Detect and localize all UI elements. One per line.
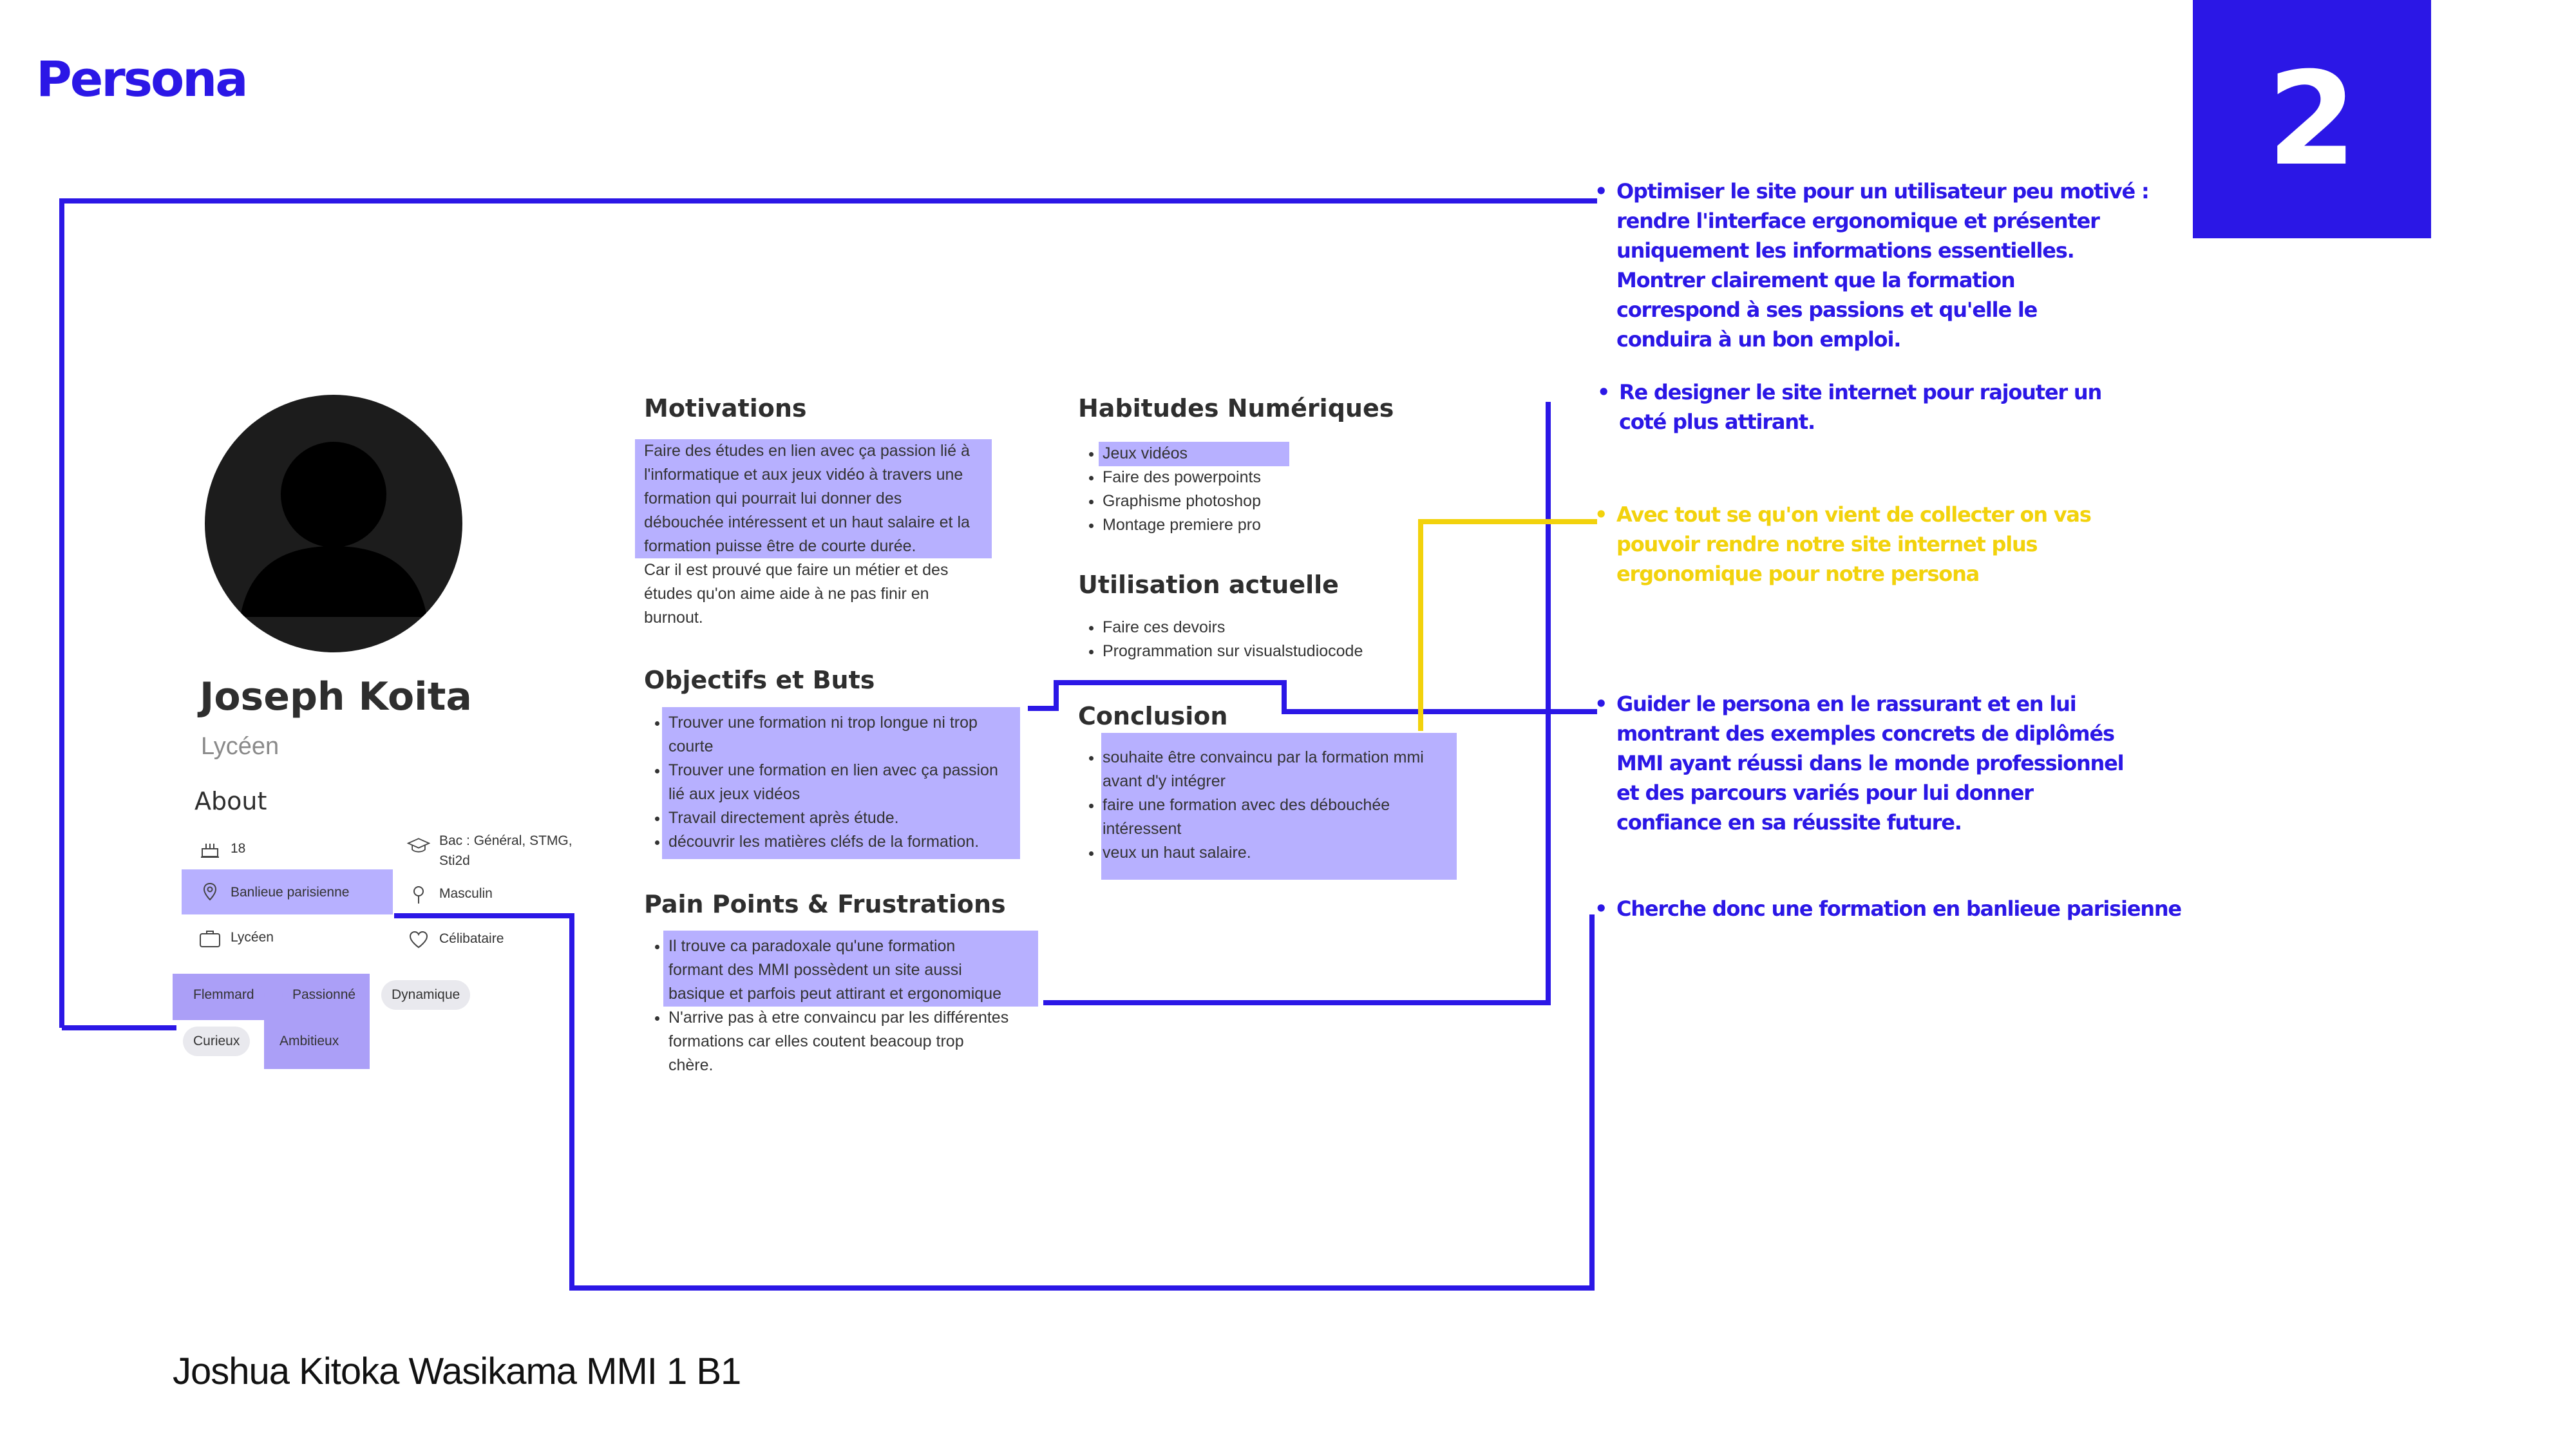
text-line: Car il est prouvé que faire un métier et des — [644, 561, 949, 579]
list-item: • Il trouve ca paradoxale qu'une formation formant des MMI possèdent un site aussi basique et parfois peut attirant et ergonomique — [668, 934, 1009, 1006]
info-gender — [407, 884, 493, 905]
info-occupation — [198, 927, 274, 949]
info-location — [182, 869, 393, 914]
persona-role: Lycéen — [201, 733, 279, 760]
list-item: • Programmation sur visualstudiocode — [1103, 639, 1363, 663]
motivations-text — [644, 439, 992, 630]
habits-list — [1078, 442, 1261, 537]
note-collect: • Avec tout se qu'on vient de collecter on vas pouvoir rendre notre site internet plus ergonomique pour notre persona — [1595, 502, 2091, 586]
info-education-line: Sti2d — [439, 853, 470, 868]
slide-title: Persona — [36, 50, 247, 108]
objectives-list — [644, 711, 998, 854]
objectives-title: Objectifs et Buts — [644, 666, 875, 694]
habits-title: Habitudes Numériques — [1078, 394, 1394, 422]
list-item: • souhaite être convaincu par la formation mmi avant d'y intégrer — [1103, 746, 1424, 793]
avatar — [205, 395, 462, 652]
slide-number-badge — [2193, 0, 2431, 238]
tag-flemmard: Flemmard — [183, 980, 265, 1010]
slide-number: 2 — [2267, 44, 2357, 194]
info-age-value: 18 — [231, 841, 246, 856]
info-education — [407, 831, 573, 871]
cake-icon — [198, 838, 222, 860]
list-item: • Jeux vidéos — [1103, 442, 1261, 466]
map-pin-icon — [198, 881, 222, 903]
heart-icon — [407, 929, 430, 951]
user-silhouette-icon — [205, 395, 462, 652]
list-item: • Faire ces devoirs — [1103, 616, 1363, 639]
connector-line-yellow — [1421, 522, 1597, 731]
tag-passionne: Passionné — [282, 980, 366, 1010]
gender-icon — [407, 884, 430, 905]
conclusion-list — [1078, 746, 1424, 865]
list-item: • Graphisme photoshop — [1103, 489, 1261, 513]
footer-author: Joshua Kitoka Wasikama MMI 1 B1 — [173, 1350, 741, 1392]
note-optimize: • Optimiser le site pour un utilisateur peu motivé : rendre l'interface ergonomique et présenter uniquement les informations essentielles. Montrer clairement que la formation correspond à ses passions et qu'elle le conduira à un bon emploi. — [1595, 179, 2149, 352]
pain-points-list — [644, 934, 1009, 1077]
text-line: études qu'on aime aide à ne pas finir en — [644, 585, 929, 603]
about-title: About — [194, 787, 267, 815]
briefcase-icon — [198, 927, 222, 949]
text-line: l'informatique et aux jeux vidéo à travers une — [644, 466, 963, 484]
tag-ambitieux: Ambitieux — [269, 1027, 349, 1056]
text-line: Faire des études en lien avec ça passion lié à — [644, 442, 970, 460]
list-item: • faire une formation avec des débouchée intéressent — [1103, 793, 1424, 841]
info-education-line: Bac : Général, STMG, — [439, 833, 573, 848]
info-occupation-value: Lycéen — [231, 930, 274, 945]
list-item: • Trouver une formation en lien avec ça passion lié aux jeux vidéos — [668, 759, 998, 806]
tag-dynamique: Dynamique — [381, 980, 470, 1010]
graduation-cap-icon — [407, 835, 430, 857]
info-status-value: Célibataire — [439, 931, 504, 946]
list-item: • N'arrive pas à etre convaincu par les différentes formations car elles coutent beacoup trop chère. — [668, 1006, 1009, 1077]
conclusion-title: Conclusion — [1078, 702, 1228, 730]
text-line: burnout. — [644, 609, 703, 627]
current-use-list — [1078, 616, 1363, 663]
note-redesign: • Re designer le site internet pour rajouter un coté plus attirant. — [1597, 380, 2102, 434]
motivations-highlight — [635, 439, 992, 558]
note-guide: • Guider le persona en le rassurant et en lui montrant des exemples concrets de diplômés MMI ayant réussi dans le monde professionnel et des parcours variés pour lui donner confiance en sa réussite future. — [1595, 692, 2124, 835]
list-item: • veux un haut salaire. — [1103, 841, 1424, 865]
pain-points-title: Pain Points & Frustrations — [644, 890, 1006, 918]
info-education-value — [439, 831, 573, 871]
info-age — [198, 838, 245, 860]
text-line: formation puisse être de courte durée. — [644, 537, 916, 555]
list-item: • Faire des powerpoints — [1103, 466, 1261, 489]
note-location: • Cherche donc une formation en banlieue parisienne — [1595, 896, 2181, 921]
current-use-title: Utilisation actuelle — [1078, 571, 1339, 599]
info-location-value: Banlieue parisienne — [231, 884, 350, 900]
tag-curieux: Curieux — [183, 1027, 250, 1056]
info-status — [407, 929, 504, 951]
info-gender-value: Masculin — [439, 886, 493, 901]
text-line: débouchée intéressent et un haut salaire et la — [644, 513, 970, 531]
list-item: • Montage premiere pro — [1103, 513, 1261, 537]
persona-name: Joseph Koita — [200, 674, 472, 719]
list-item: • Trouver une formation ni trop longue ni trop courte — [668, 711, 998, 759]
text-line: formation qui pourrait lui donner des — [644, 489, 902, 507]
motivations-title: Motivations — [644, 394, 807, 422]
list-item: • découvrir les matières cléfs de la formation. — [668, 830, 998, 854]
list-item: • Travail directement après étude. — [668, 806, 998, 830]
